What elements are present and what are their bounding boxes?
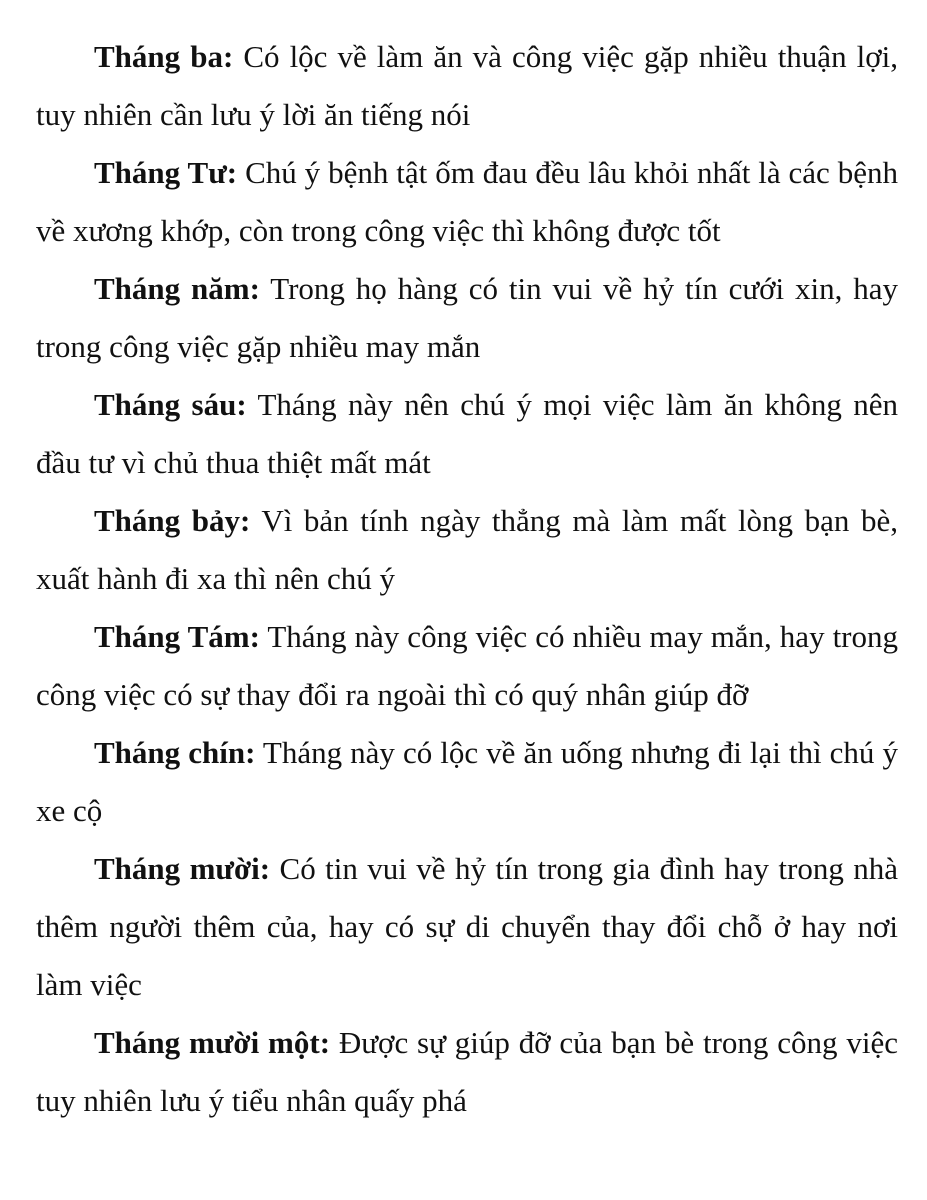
- paragraph-thang-bay: [36, 492, 898, 608]
- month-label: Tháng mười một:: [94, 1025, 331, 1060]
- document-page: [36, 28, 898, 1130]
- month-label: Tháng bảy:: [94, 503, 251, 538]
- month-text: Tháng này có lộc về ăn uống nhưng đi lại thì chú ý xe cộ: [36, 735, 898, 828]
- month-label: Tháng Tư:: [94, 155, 238, 190]
- paragraph-thang-nam: [36, 260, 898, 376]
- month-label: Tháng chín:: [94, 735, 256, 770]
- month-label: Tháng Tám:: [94, 619, 260, 654]
- month-label: Tháng ba:: [94, 39, 234, 74]
- month-text: Có lộc về làm ăn và công việc gặp nhiều thuận lợi, tuy nhiên cần lưu ý lời ăn tiếng nói: [36, 39, 898, 132]
- month-text: Trong họ hàng có tin vui về hỷ tín cưới xin, hay trong công việc gặp nhiều may mắn: [36, 271, 899, 364]
- paragraph-thang-sau: [36, 376, 898, 492]
- month-text: Tháng này công việc có nhiều may mắn, hay trong công việc có sự thay đổi ra ngoài thì có quý nhân giúp đỡ: [36, 619, 898, 712]
- paragraph-thang-ba: [36, 28, 898, 144]
- paragraph-thang-muoi-mot: [36, 1014, 898, 1130]
- month-text: Tháng này nên chú ý mọi việc làm ăn không nên đầu tư vì chủ thua thiệt mất mát: [36, 387, 898, 480]
- month-label: Tháng mười:: [94, 851, 271, 886]
- paragraph-thang-muoi: [36, 840, 898, 1014]
- month-text: Vì bản tính ngày thẳng mà làm mất lòng bạn bè, xuất hành đi xa thì nên chú ý: [36, 503, 898, 596]
- month-text: Có tin vui về hỷ tín trong gia đình hay trong nhà thêm người thêm của, hay có sự di chuyển thay đổi chỗ ở hay nơi làm việc: [36, 851, 898, 1002]
- paragraph-thang-tam: [36, 608, 898, 724]
- month-label: Tháng sáu:: [94, 387, 247, 422]
- month-text: Chú ý bệnh tật ốm đau đều lâu khỏi nhất là các bệnh về xương khớp, còn trong công việc thì không được tốt: [36, 155, 899, 248]
- month-text: Được sự giúp đỡ của bạn bè trong công việc tuy nhiên lưu ý tiểu nhân quấy phá: [36, 1025, 898, 1118]
- month-label: Tháng năm:: [94, 271, 260, 306]
- paragraph-thang-chin: [36, 724, 898, 840]
- paragraph-thang-tu: [36, 144, 898, 260]
